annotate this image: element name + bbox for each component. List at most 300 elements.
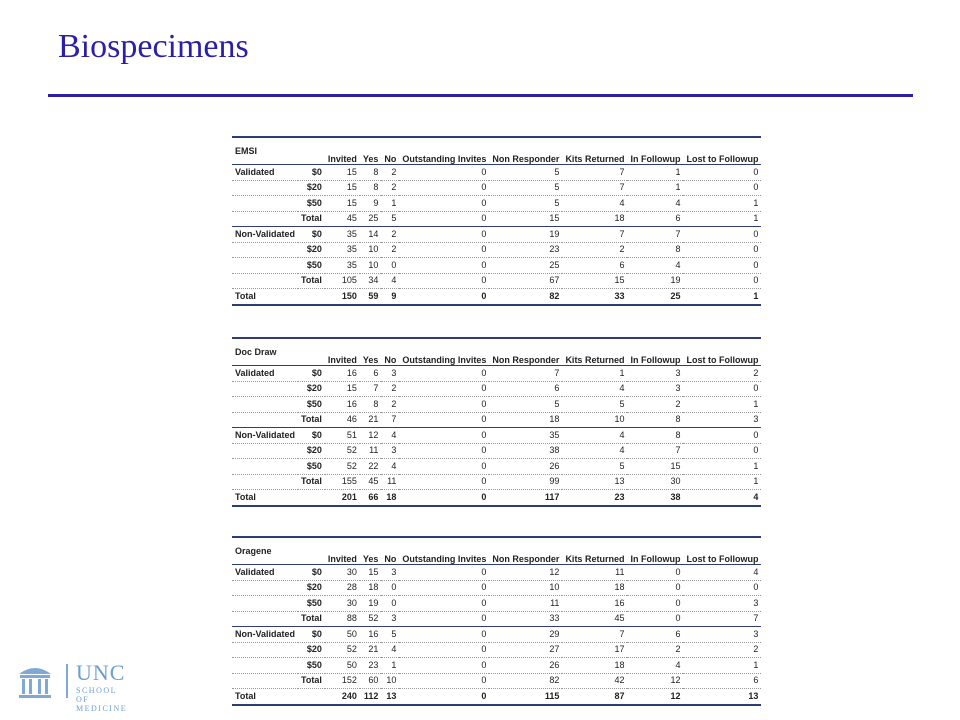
table-row: [232, 673, 761, 689]
column-header: Lost to Followup: [683, 137, 761, 165]
row-group: [232, 258, 298, 274]
table-row: [232, 242, 761, 258]
row-value: 5: [381, 627, 399, 643]
row-value: 4: [562, 443, 627, 459]
row-value: 14: [360, 227, 382, 243]
row-value: 0: [683, 273, 761, 289]
row-value: 7: [562, 227, 627, 243]
grand-total-row: [232, 490, 761, 506]
row-value: 0: [683, 428, 761, 444]
row-amount: $20: [298, 642, 325, 658]
row-amount: $50: [298, 397, 325, 413]
row-value: 82: [489, 673, 562, 689]
table-row: [232, 642, 761, 658]
column-header: Outstanding Invites: [399, 137, 489, 165]
row-value: 2: [381, 165, 399, 181]
row-value: 7: [683, 611, 761, 627]
row-value: 0: [399, 366, 489, 382]
table-name: Oragene: [232, 537, 298, 565]
row-value: 46: [325, 412, 360, 428]
row-value: 12: [489, 565, 562, 581]
row-value: 1: [683, 397, 761, 413]
row-value: 11: [360, 443, 382, 459]
row-value: 2: [683, 642, 761, 658]
row-value: 6: [683, 673, 761, 689]
row-value: 35: [325, 258, 360, 274]
row-amount: Total: [298, 474, 325, 490]
row-value: 60: [360, 673, 382, 689]
row-value: 52: [360, 611, 382, 627]
row-amount: $50: [298, 196, 325, 212]
row-value: 26: [489, 658, 562, 674]
row-amount: Total: [298, 211, 325, 227]
total-value: 66: [360, 490, 382, 506]
row-value: 3: [381, 565, 399, 581]
total-value: 112: [360, 689, 382, 705]
oragene-table: [232, 536, 761, 706]
column-header: Non Responder: [489, 537, 562, 565]
row-value: 6: [360, 366, 382, 382]
row-value: 18: [562, 580, 627, 596]
total-value: 59: [360, 289, 382, 305]
row-value: 105: [325, 273, 360, 289]
row-value: 42: [562, 673, 627, 689]
row-value: 2: [381, 397, 399, 413]
row-value: 19: [360, 596, 382, 612]
row-value: 0: [381, 580, 399, 596]
row-value: 3: [381, 443, 399, 459]
row-value: 1: [562, 366, 627, 382]
emsi-table: [232, 136, 761, 306]
row-value: 18: [360, 580, 382, 596]
row-value: 8: [360, 180, 382, 196]
row-value: 15: [325, 381, 360, 397]
row-value: 6: [627, 211, 683, 227]
row-amount: $20: [298, 443, 325, 459]
row-value: 30: [325, 565, 360, 581]
row-value: 0: [399, 412, 489, 428]
row-value: 45: [562, 611, 627, 627]
row-value: 0: [399, 196, 489, 212]
column-header: Kits Returned: [562, 537, 627, 565]
row-value: 0: [399, 428, 489, 444]
row-group: [232, 596, 298, 612]
column-header: In Followup: [627, 338, 683, 366]
row-value: 1: [381, 658, 399, 674]
row-value: 16: [325, 366, 360, 382]
grand-total-row: [232, 689, 761, 705]
row-value: 38: [489, 443, 562, 459]
row-value: 2: [381, 227, 399, 243]
total-value: 12: [627, 689, 683, 705]
total-value: 1: [683, 289, 761, 305]
row-value: 0: [399, 242, 489, 258]
column-header: Invited: [325, 137, 360, 165]
row-value: 11: [562, 565, 627, 581]
total-value: 33: [562, 289, 627, 305]
row-group: Validated: [232, 565, 298, 581]
row-amount: Total: [298, 611, 325, 627]
row-value: 5: [489, 165, 562, 181]
row-value: 2: [381, 381, 399, 397]
row-value: 7: [562, 180, 627, 196]
row-value: 0: [399, 180, 489, 196]
row-group: Non-Validated: [232, 227, 298, 243]
table-header-row: [232, 137, 761, 165]
total-value: 4: [683, 490, 761, 506]
row-value: 0: [399, 596, 489, 612]
row-value: 2: [683, 366, 761, 382]
row-value: 29: [489, 627, 562, 643]
row-value: 18: [562, 211, 627, 227]
row-value: 4: [627, 196, 683, 212]
row-value: 19: [627, 273, 683, 289]
table-row: [232, 428, 761, 444]
table-row: [232, 180, 761, 196]
row-value: 7: [360, 381, 382, 397]
table-name: EMSI: [232, 137, 298, 165]
row-value: 8: [627, 242, 683, 258]
row-value: 0: [399, 258, 489, 274]
total-value: 25: [627, 289, 683, 305]
row-value: 18: [562, 658, 627, 674]
table-row: [232, 196, 761, 212]
table-row: [232, 580, 761, 596]
row-value: 27: [489, 642, 562, 658]
row-group: [232, 459, 298, 475]
column-header: Yes: [360, 137, 382, 165]
table-header-row: [232, 338, 761, 366]
row-amount: $20: [298, 580, 325, 596]
row-value: 0: [683, 165, 761, 181]
row-value: 15: [562, 273, 627, 289]
row-group: [232, 642, 298, 658]
row-value: 15: [360, 565, 382, 581]
grand-total-row: [232, 289, 761, 305]
row-amount: $50: [298, 658, 325, 674]
row-group: [232, 673, 298, 689]
column-header: Outstanding Invites: [399, 537, 489, 565]
total-value: 0: [399, 490, 489, 506]
table-row: [232, 273, 761, 289]
row-group: [232, 443, 298, 459]
row-value: 45: [360, 474, 382, 490]
logo-divider: [66, 664, 68, 698]
row-value: 2: [627, 397, 683, 413]
table-row: [232, 474, 761, 490]
total-value: 87: [562, 689, 627, 705]
header-spacer: [298, 137, 325, 165]
row-group: [232, 397, 298, 413]
row-value: 33: [489, 611, 562, 627]
row-group: [232, 180, 298, 196]
total-value: 115: [489, 689, 562, 705]
row-value: 51: [325, 428, 360, 444]
row-value: 0: [399, 565, 489, 581]
total-spacer: [298, 289, 325, 305]
row-amount: Total: [298, 412, 325, 428]
row-amount: $0: [298, 165, 325, 181]
total-value: 117: [489, 490, 562, 506]
column-header: Yes: [360, 338, 382, 366]
row-value: 15: [325, 180, 360, 196]
row-value: 21: [360, 412, 382, 428]
row-value: 35: [325, 242, 360, 258]
row-group: Non-Validated: [232, 627, 298, 643]
row-value: 5: [489, 196, 562, 212]
row-value: 15: [627, 459, 683, 475]
title-divider: [48, 94, 913, 97]
row-value: 52: [325, 459, 360, 475]
row-value: 7: [562, 165, 627, 181]
row-value: 10: [489, 580, 562, 596]
total-value: 82: [489, 289, 562, 305]
row-value: 25: [360, 211, 382, 227]
row-value: 26: [489, 459, 562, 475]
row-value: 0: [683, 580, 761, 596]
row-value: 13: [562, 474, 627, 490]
header-spacer: [298, 338, 325, 366]
column-header: No: [381, 537, 399, 565]
column-header: Non Responder: [489, 338, 562, 366]
row-value: 16: [360, 627, 382, 643]
row-value: 4: [683, 565, 761, 581]
row-value: 35: [325, 227, 360, 243]
row-value: 4: [381, 642, 399, 658]
row-value: 16: [325, 397, 360, 413]
row-value: 1: [683, 459, 761, 475]
row-value: 16: [562, 596, 627, 612]
row-value: 0: [399, 211, 489, 227]
row-amount: $0: [298, 366, 325, 382]
table-row: [232, 611, 761, 627]
column-header: Kits Returned: [562, 137, 627, 165]
row-value: 15: [325, 165, 360, 181]
column-header: In Followup: [627, 137, 683, 165]
table-row: [232, 381, 761, 397]
table-header-row: [232, 537, 761, 565]
row-group: [232, 580, 298, 596]
row-group: [232, 611, 298, 627]
row-amount: Total: [298, 273, 325, 289]
row-group: [232, 381, 298, 397]
row-group: [232, 242, 298, 258]
table-row: [232, 165, 761, 181]
row-value: 8: [627, 412, 683, 428]
total-value: 18: [381, 490, 399, 506]
row-value: 30: [325, 596, 360, 612]
row-amount: $0: [298, 627, 325, 643]
row-value: 22: [360, 459, 382, 475]
total-spacer: [298, 490, 325, 506]
column-header: In Followup: [627, 537, 683, 565]
row-value: 6: [489, 381, 562, 397]
table-row: [232, 565, 761, 581]
row-value: 10: [360, 242, 382, 258]
row-value: 0: [399, 627, 489, 643]
row-value: 4: [381, 459, 399, 475]
row-value: 7: [381, 412, 399, 428]
row-value: 1: [683, 474, 761, 490]
row-value: 17: [562, 642, 627, 658]
row-value: 0: [683, 242, 761, 258]
row-value: 45: [325, 211, 360, 227]
row-value: 5: [489, 180, 562, 196]
row-value: 67: [489, 273, 562, 289]
total-value: 38: [627, 490, 683, 506]
row-amount: $50: [298, 258, 325, 274]
row-value: 3: [627, 366, 683, 382]
table-row: [232, 658, 761, 674]
row-group: [232, 474, 298, 490]
column-header: No: [381, 338, 399, 366]
row-value: 25: [489, 258, 562, 274]
row-value: 8: [360, 397, 382, 413]
row-value: 0: [399, 642, 489, 658]
row-value: 12: [627, 673, 683, 689]
row-value: 28: [325, 580, 360, 596]
total-value: 13: [683, 689, 761, 705]
row-value: 0: [399, 459, 489, 475]
total-value: 240: [325, 689, 360, 705]
total-label: Total: [232, 689, 298, 705]
row-value: 21: [360, 642, 382, 658]
row-value: 0: [399, 165, 489, 181]
row-value: 1: [627, 165, 683, 181]
row-value: 0: [683, 443, 761, 459]
row-value: 11: [381, 474, 399, 490]
row-value: 15: [325, 196, 360, 212]
row-amount: $0: [298, 227, 325, 243]
row-value: 0: [399, 474, 489, 490]
table-row: [232, 627, 761, 643]
row-amount: $20: [298, 381, 325, 397]
total-spacer: [298, 689, 325, 705]
row-value: 7: [489, 366, 562, 382]
table-name: Doc Draw: [232, 338, 298, 366]
row-value: 0: [627, 611, 683, 627]
row-value: 0: [683, 381, 761, 397]
row-value: 1: [683, 196, 761, 212]
row-value: 1: [381, 196, 399, 212]
row-value: 30: [627, 474, 683, 490]
row-value: 8: [627, 428, 683, 444]
header-spacer: [298, 537, 325, 565]
row-value: 0: [399, 381, 489, 397]
row-value: 3: [381, 611, 399, 627]
old-well-icon: [16, 660, 54, 700]
row-value: 0: [399, 580, 489, 596]
row-value: 4: [562, 196, 627, 212]
row-value: 10: [562, 412, 627, 428]
row-value: 2: [381, 242, 399, 258]
row-group: Validated: [232, 366, 298, 382]
logo-subtitle: SCHOOL OF MEDICINE: [76, 686, 128, 713]
total-value: 0: [399, 289, 489, 305]
row-value: 4: [627, 258, 683, 274]
row-amount: $20: [298, 242, 325, 258]
row-amount: $50: [298, 459, 325, 475]
row-value: 5: [489, 397, 562, 413]
row-value: 23: [489, 242, 562, 258]
row-value: 7: [562, 627, 627, 643]
row-value: 10: [381, 673, 399, 689]
table-row: [232, 227, 761, 243]
row-value: 0: [399, 273, 489, 289]
row-value: 0: [381, 596, 399, 612]
row-value: 3: [683, 596, 761, 612]
row-value: 4: [562, 428, 627, 444]
row-value: 99: [489, 474, 562, 490]
column-header: No: [381, 137, 399, 165]
row-value: 0: [381, 258, 399, 274]
row-group: [232, 273, 298, 289]
table-row: [232, 366, 761, 382]
row-value: 5: [562, 397, 627, 413]
row-value: 0: [627, 596, 683, 612]
row-value: 155: [325, 474, 360, 490]
row-value: 34: [360, 273, 382, 289]
row-value: 1: [683, 658, 761, 674]
row-value: 88: [325, 611, 360, 627]
row-value: 3: [683, 412, 761, 428]
row-value: 0: [683, 227, 761, 243]
column-header: Yes: [360, 537, 382, 565]
total-value: 13: [381, 689, 399, 705]
row-value: 4: [562, 381, 627, 397]
row-value: 50: [325, 627, 360, 643]
doc-draw-table: [232, 337, 761, 507]
row-value: 0: [627, 565, 683, 581]
total-value: 150: [325, 289, 360, 305]
row-value: 3: [381, 366, 399, 382]
column-header: Non Responder: [489, 137, 562, 165]
row-value: 0: [627, 580, 683, 596]
row-group: [232, 196, 298, 212]
page-title: Biospecimens: [58, 28, 249, 65]
total-value: 0: [399, 689, 489, 705]
table-row: [232, 459, 761, 475]
row-value: 0: [683, 258, 761, 274]
table-row: [232, 443, 761, 459]
row-value: 11: [489, 596, 562, 612]
row-value: 12: [360, 428, 382, 444]
column-header: Invited: [325, 537, 360, 565]
row-value: 0: [683, 180, 761, 196]
table-row: [232, 211, 761, 227]
row-amount: $0: [298, 565, 325, 581]
row-value: 3: [683, 627, 761, 643]
row-value: 1: [683, 211, 761, 227]
column-header: Outstanding Invites: [399, 338, 489, 366]
row-value: 4: [627, 658, 683, 674]
row-group: Non-Validated: [232, 428, 298, 444]
row-value: 0: [399, 673, 489, 689]
table-row: [232, 412, 761, 428]
row-group: [232, 412, 298, 428]
total-value: 9: [381, 289, 399, 305]
row-value: 23: [360, 658, 382, 674]
row-value: 52: [325, 443, 360, 459]
row-value: 2: [627, 642, 683, 658]
row-value: 50: [325, 658, 360, 674]
row-value: 18: [489, 412, 562, 428]
column-header: Kits Returned: [562, 338, 627, 366]
row-value: 4: [381, 273, 399, 289]
row-value: 7: [627, 227, 683, 243]
row-value: 1: [627, 180, 683, 196]
row-value: 0: [399, 443, 489, 459]
